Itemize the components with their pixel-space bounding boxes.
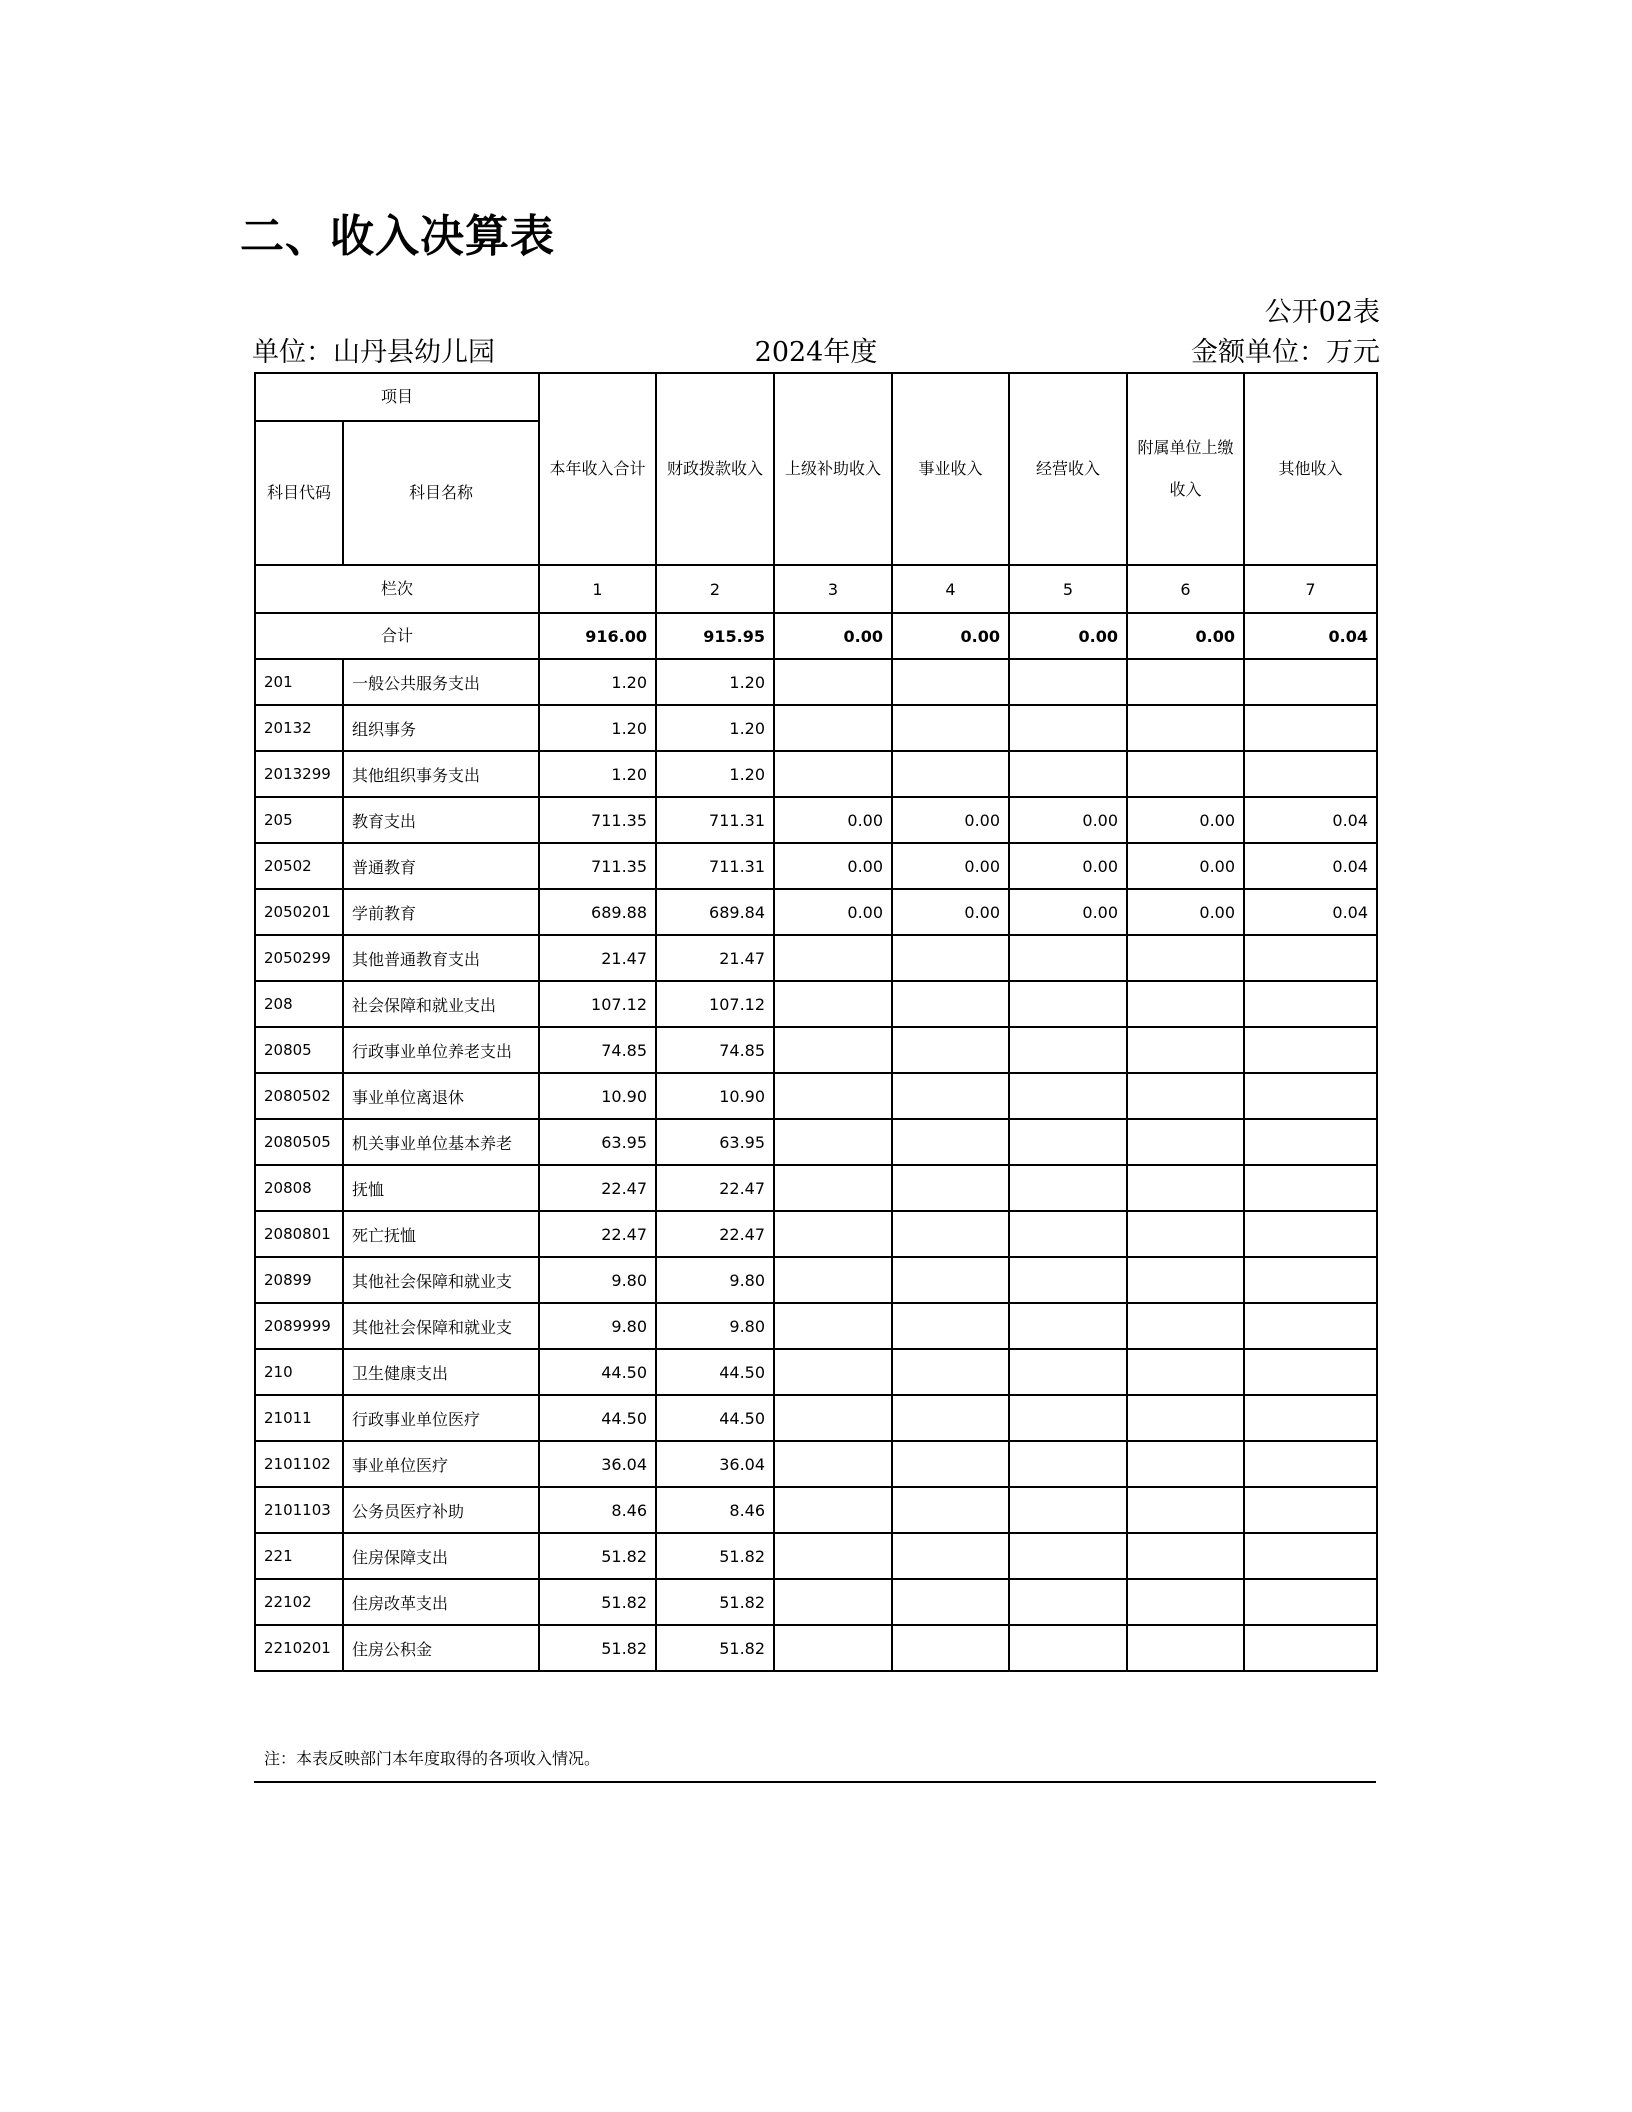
value-cell: 44.50 [656, 1395, 774, 1441]
value-cell: 44.50 [539, 1395, 656, 1441]
value-cell [892, 1027, 1009, 1073]
table-note: 注：本表反映部门本年度取得的各项收入情况。 [264, 1749, 601, 1768]
col-num: 2 [656, 565, 774, 613]
value-cell: 711.31 [656, 843, 774, 889]
value-cell [1244, 1257, 1377, 1303]
value-cell [774, 1395, 892, 1441]
value-cell: 10.90 [539, 1073, 656, 1119]
page-title: 二、收入决算表 [240, 211, 555, 262]
value-cell: 9.80 [656, 1303, 774, 1349]
subject-code-cell: 2080502 [255, 1073, 343, 1119]
table-row [255, 659, 1377, 705]
value-cell [1244, 1073, 1377, 1119]
value-cell [1127, 1257, 1244, 1303]
header-name: 科目名称 [343, 421, 539, 565]
col-num: 3 [774, 565, 892, 613]
value-cell [1009, 1073, 1127, 1119]
subject-code-cell: 2089999 [255, 1303, 343, 1349]
col-num: 4 [892, 565, 1009, 613]
value-cell [1127, 751, 1244, 797]
value-cell [1127, 935, 1244, 981]
value-cell [1244, 1441, 1377, 1487]
total-cell: 0.00 [774, 613, 892, 659]
table-row [255, 1073, 1377, 1119]
header-col-7: 其他收入 [1244, 373, 1377, 565]
value-cell [1009, 1441, 1127, 1487]
col-num: 7 [1244, 565, 1377, 613]
value-cell: 74.85 [539, 1027, 656, 1073]
value-cell: 1.20 [656, 751, 774, 797]
value-cell [1009, 1395, 1127, 1441]
value-cell [1127, 1165, 1244, 1211]
value-cell [1127, 1579, 1244, 1625]
value-cell: 0.00 [1009, 797, 1127, 843]
money-unit-label: 金额单位：万元 [1191, 337, 1380, 368]
value-cell [892, 1395, 1009, 1441]
subject-code-cell: 205 [255, 797, 343, 843]
table-row [255, 935, 1377, 981]
value-cell: 36.04 [656, 1441, 774, 1487]
value-cell [892, 1579, 1009, 1625]
value-cell [892, 1441, 1009, 1487]
header-col-2: 财政拨款收入 [656, 373, 774, 565]
value-cell [774, 705, 892, 751]
value-cell [1244, 1533, 1377, 1579]
value-cell [1244, 1211, 1377, 1257]
value-cell: 8.46 [539, 1487, 656, 1533]
table-row [255, 1349, 1377, 1395]
value-cell: 711.35 [539, 797, 656, 843]
value-cell [1244, 1303, 1377, 1349]
value-cell: 1.20 [539, 705, 656, 751]
subject-name-cell: 其他社会保障和就业支 [343, 1303, 539, 1349]
table-row [255, 1119, 1377, 1165]
value-cell: 1.20 [539, 659, 656, 705]
lanci-row [255, 565, 1377, 613]
subject-code-cell: 2210201 [255, 1625, 343, 1671]
subject-code-cell: 22102 [255, 1579, 343, 1625]
table-row [255, 1441, 1377, 1487]
value-cell: 0.00 [774, 797, 892, 843]
col-num: 5 [1009, 565, 1127, 613]
value-cell [774, 1073, 892, 1119]
value-cell [1244, 1119, 1377, 1165]
value-cell [774, 1349, 892, 1395]
table-row [255, 705, 1377, 751]
total-cell: 915.95 [656, 613, 774, 659]
value-cell: 63.95 [539, 1119, 656, 1165]
table-row [255, 843, 1377, 889]
value-cell [1244, 1165, 1377, 1211]
value-cell [892, 1211, 1009, 1257]
value-cell [1009, 1165, 1127, 1211]
table-row [255, 797, 1377, 843]
value-cell: 51.82 [656, 1625, 774, 1671]
value-cell [1009, 981, 1127, 1027]
subject-name-cell: 行政事业单位医疗 [343, 1395, 539, 1441]
value-cell [1244, 1579, 1377, 1625]
table-row [255, 1257, 1377, 1303]
table-row [255, 1533, 1377, 1579]
table-row [255, 1303, 1377, 1349]
value-cell: 10.90 [656, 1073, 774, 1119]
value-cell [774, 1119, 892, 1165]
subject-code-cell: 2101102 [255, 1441, 343, 1487]
value-cell: 0.00 [892, 797, 1009, 843]
value-cell: 0.00 [774, 843, 892, 889]
value-cell [892, 1625, 1009, 1671]
value-cell [774, 1257, 892, 1303]
value-cell: 0.00 [774, 889, 892, 935]
value-cell [892, 1165, 1009, 1211]
value-cell: 22.47 [539, 1165, 656, 1211]
value-cell: 1.20 [656, 659, 774, 705]
value-cell: 0.00 [1009, 843, 1127, 889]
value-cell: 711.31 [656, 797, 774, 843]
value-cell: 0.00 [1127, 843, 1244, 889]
value-cell [774, 981, 892, 1027]
value-cell: 74.85 [656, 1027, 774, 1073]
value-cell [892, 659, 1009, 705]
value-cell [1009, 1625, 1127, 1671]
subject-name-cell: 机关事业单位基本养老 [343, 1119, 539, 1165]
value-cell: 22.47 [656, 1211, 774, 1257]
subject-code-cell: 2080801 [255, 1211, 343, 1257]
total-cell: 0.00 [1009, 613, 1127, 659]
subject-name-cell: 教育支出 [343, 797, 539, 843]
subject-name-cell: 住房公积金 [343, 1625, 539, 1671]
form-number: 公开02表 [1264, 297, 1380, 328]
value-cell [892, 1487, 1009, 1533]
table-row [255, 1579, 1377, 1625]
income-table [254, 372, 1378, 1672]
value-cell [1127, 981, 1244, 1027]
table-row [255, 1165, 1377, 1211]
value-cell: 44.50 [539, 1349, 656, 1395]
subject-code-cell: 2050201 [255, 889, 343, 935]
value-cell: 107.12 [539, 981, 656, 1027]
value-cell [1009, 1303, 1127, 1349]
value-cell [1127, 1211, 1244, 1257]
value-cell [1244, 1349, 1377, 1395]
subject-name-cell: 社会保障和就业支出 [343, 981, 539, 1027]
subject-code-cell: 21011 [255, 1395, 343, 1441]
value-cell [1127, 1533, 1244, 1579]
value-cell: 0.00 [1009, 889, 1127, 935]
value-cell [774, 751, 892, 797]
subject-name-cell: 一般公共服务支出 [343, 659, 539, 705]
value-cell: 51.82 [539, 1533, 656, 1579]
value-cell [1009, 935, 1127, 981]
value-cell: 51.82 [656, 1579, 774, 1625]
value-cell [1009, 751, 1127, 797]
value-cell [1244, 1487, 1377, 1533]
bottom-rule [254, 1781, 1376, 1783]
value-cell [1244, 1625, 1377, 1671]
value-cell [892, 751, 1009, 797]
total-cell: 0.04 [1244, 613, 1377, 659]
value-cell [1127, 1625, 1244, 1671]
value-cell [1127, 1073, 1244, 1119]
value-cell [1009, 1027, 1127, 1073]
table-row [255, 1395, 1377, 1441]
value-cell: 22.47 [539, 1211, 656, 1257]
value-cell: 0.00 [1127, 889, 1244, 935]
value-cell [774, 1211, 892, 1257]
value-cell: 21.47 [539, 935, 656, 981]
table-row [255, 751, 1377, 797]
total-row [255, 613, 1377, 659]
value-cell [1127, 1395, 1244, 1441]
value-cell [1009, 1211, 1127, 1257]
table-row [255, 1027, 1377, 1073]
subject-code-cell: 20899 [255, 1257, 343, 1303]
subject-code-cell: 20805 [255, 1027, 343, 1073]
value-cell: 21.47 [656, 935, 774, 981]
value-cell [892, 1119, 1009, 1165]
subject-name-cell: 组织事务 [343, 705, 539, 751]
subject-name-cell: 其他普通教育支出 [343, 935, 539, 981]
col-num: 1 [539, 565, 656, 613]
value-cell [1244, 1395, 1377, 1441]
subject-code-cell: 2101103 [255, 1487, 343, 1533]
value-cell [1009, 705, 1127, 751]
header-code: 科目代码 [255, 421, 343, 565]
subject-code-cell: 20502 [255, 843, 343, 889]
value-cell: 51.82 [539, 1579, 656, 1625]
value-cell: 8.46 [656, 1487, 774, 1533]
value-cell: 9.80 [539, 1303, 656, 1349]
header-col-5: 经营收入 [1009, 373, 1127, 565]
table-row [255, 1625, 1377, 1671]
value-cell: 36.04 [539, 1441, 656, 1487]
subject-name-cell: 死亡抚恤 [343, 1211, 539, 1257]
value-cell [1009, 1257, 1127, 1303]
subject-name-cell: 公务员医疗补助 [343, 1487, 539, 1533]
subject-name-cell: 住房保障支出 [343, 1533, 539, 1579]
subject-code-cell: 2080505 [255, 1119, 343, 1165]
value-cell [1009, 1349, 1127, 1395]
subject-code-cell: 20132 [255, 705, 343, 751]
value-cell [1127, 1487, 1244, 1533]
value-cell [892, 1257, 1009, 1303]
subject-name-cell: 卫生健康支出 [343, 1349, 539, 1395]
value-cell [774, 1625, 892, 1671]
subject-name-cell: 事业单位医疗 [343, 1441, 539, 1487]
value-cell [892, 1533, 1009, 1579]
value-cell [1244, 751, 1377, 797]
table-row [255, 889, 1377, 935]
year-label: 2024年度 [754, 337, 878, 368]
value-cell [1127, 659, 1244, 705]
subject-code-cell: 2013299 [255, 751, 343, 797]
value-cell [1127, 1119, 1244, 1165]
value-cell: 0.00 [1127, 797, 1244, 843]
value-cell [1127, 1441, 1244, 1487]
value-cell [1127, 705, 1244, 751]
total-cell: 0.00 [892, 613, 1009, 659]
subject-name-cell: 普通教育 [343, 843, 539, 889]
subject-name-cell: 其他社会保障和就业支 [343, 1257, 539, 1303]
subject-name-cell: 其他组织事务支出 [343, 751, 539, 797]
value-cell [1244, 981, 1377, 1027]
value-cell [774, 1303, 892, 1349]
table-row [255, 1211, 1377, 1257]
value-cell [1009, 1533, 1127, 1579]
lanci-label: 栏次 [255, 565, 539, 613]
value-cell [1244, 935, 1377, 981]
value-cell: 711.35 [539, 843, 656, 889]
value-cell [892, 705, 1009, 751]
header-col-4: 事业收入 [892, 373, 1009, 565]
value-cell: 0.00 [892, 843, 1009, 889]
unit-label: 单位：山丹县幼儿园 [252, 337, 495, 368]
table-row [255, 1487, 1377, 1533]
value-cell [774, 1027, 892, 1073]
value-cell: 63.95 [656, 1119, 774, 1165]
subject-code-cell: 208 [255, 981, 343, 1027]
subject-code-cell: 20808 [255, 1165, 343, 1211]
value-cell [892, 1073, 1009, 1119]
subject-code-cell: 201 [255, 659, 343, 705]
value-cell: 1.20 [656, 705, 774, 751]
value-cell: 9.80 [656, 1257, 774, 1303]
value-cell [774, 935, 892, 981]
value-cell: 1.20 [539, 751, 656, 797]
value-cell [892, 1349, 1009, 1395]
value-cell: 689.84 [656, 889, 774, 935]
total-cell: 0.00 [1127, 613, 1244, 659]
value-cell [774, 1579, 892, 1625]
meta-line [252, 330, 1380, 370]
subject-name-cell: 事业单位离退休 [343, 1073, 539, 1119]
value-cell: 107.12 [656, 981, 774, 1027]
subject-name-cell: 学前教育 [343, 889, 539, 935]
value-cell: 44.50 [656, 1349, 774, 1395]
value-cell [1009, 1579, 1127, 1625]
value-cell: 51.82 [539, 1625, 656, 1671]
value-cell: 0.04 [1244, 889, 1377, 935]
subject-name-cell: 抚恤 [343, 1165, 539, 1211]
value-cell [774, 1487, 892, 1533]
subject-code-cell: 221 [255, 1533, 343, 1579]
value-cell [1009, 1487, 1127, 1533]
value-cell [1244, 705, 1377, 751]
value-cell [1127, 1303, 1244, 1349]
header-col-3: 上级补助收入 [774, 373, 892, 565]
subject-name-cell: 行政事业单位养老支出 [343, 1027, 539, 1073]
value-cell [774, 1165, 892, 1211]
value-cell [1127, 1027, 1244, 1073]
subject-name-cell: 住房改革支出 [343, 1579, 539, 1625]
value-cell [774, 659, 892, 705]
value-cell: 22.47 [656, 1165, 774, 1211]
value-cell: 9.80 [539, 1257, 656, 1303]
total-label: 合计 [255, 613, 539, 659]
value-cell [1244, 659, 1377, 705]
col-num: 6 [1127, 565, 1244, 613]
header-project: 项目 [255, 373, 539, 421]
table-row [255, 981, 1377, 1027]
value-cell [892, 1303, 1009, 1349]
total-cell: 916.00 [539, 613, 656, 659]
value-cell: 0.04 [1244, 843, 1377, 889]
value-cell: 689.88 [539, 889, 656, 935]
value-cell: 0.00 [892, 889, 1009, 935]
header-col-6: 附属单位上缴收入 [1127, 373, 1244, 565]
value-cell [1127, 1349, 1244, 1395]
value-cell [892, 981, 1009, 1027]
value-cell: 51.82 [656, 1533, 774, 1579]
value-cell: 0.04 [1244, 797, 1377, 843]
header-row-project [255, 373, 1377, 421]
value-cell [1009, 659, 1127, 705]
value-cell [1244, 1027, 1377, 1073]
value-cell [1009, 1119, 1127, 1165]
header-col-1: 本年收入合计 [539, 373, 656, 565]
subject-code-cell: 2050299 [255, 935, 343, 981]
value-cell [774, 1533, 892, 1579]
subject-code-cell: 210 [255, 1349, 343, 1395]
value-cell [774, 1441, 892, 1487]
value-cell [892, 935, 1009, 981]
